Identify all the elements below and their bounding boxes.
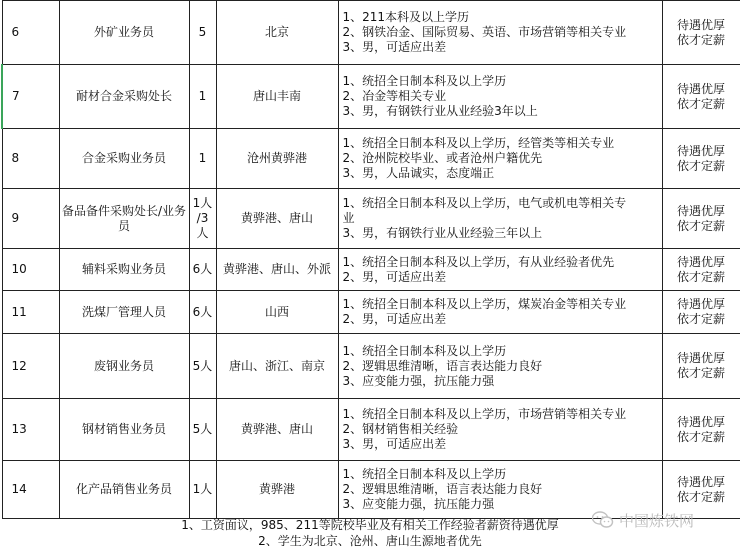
headcount: 6人: [189, 291, 216, 334]
salary: 待遇优厚 依才定薪: [662, 249, 740, 291]
work-location: 唐山丰南: [216, 65, 338, 129]
requirement-line: 3、应变能力强，抗压能力强: [342, 373, 495, 388]
requirement-line: 1、统招全日制本科及以上学历，煤炭冶金等相关专业: [342, 297, 627, 311]
headcount: 5人: [189, 334, 216, 399]
requirements: [338, 249, 662, 291]
jobs-table: [1, 0, 740, 519]
requirements: [338, 129, 662, 189]
work-location: 沧州黄骅港: [216, 129, 338, 189]
salary: 待遇优厚 依才定薪: [662, 291, 740, 334]
work-location: 北京: [216, 1, 338, 65]
headcount: 5: [189, 1, 216, 65]
requirement-line: 2、男，可适应出差: [342, 269, 447, 284]
requirement-line: 1、211本科及以上学历: [342, 10, 470, 24]
position-name: 备品备件采购处长/业务 员: [59, 189, 189, 249]
headcount: 1: [189, 129, 216, 189]
work-location: 黄骅港、唐山、外派: [216, 249, 338, 291]
row-number: 11: [2, 291, 59, 334]
salary: 待遇优厚 依才定薪: [662, 1, 740, 65]
table-row: [2, 129, 740, 189]
salary: 待遇优厚 依才定薪: [662, 461, 740, 519]
row-number: 6: [2, 1, 59, 65]
position-name: 耐材合金采购处长: [59, 65, 189, 129]
requirement-line: 3、男，有钢铁行业从业经验三年以上: [342, 226, 543, 240]
requirement-line: 1、统招全日制本科及以上学历: [342, 74, 507, 88]
table-row: [2, 65, 740, 129]
work-location: 山西: [216, 291, 338, 334]
watermark: [592, 508, 694, 532]
requirement-line: 1、统招全日制本科及以上学历，有从业经验者优先: [342, 254, 615, 269]
requirement-line: 1、统招全日制本科及以上学历，经管类等相关专业: [342, 136, 615, 150]
work-location: 黄骅港: [216, 461, 338, 519]
headcount: 1人 /3 人: [189, 189, 216, 249]
salary: 待遇优厚 依才定薪: [662, 189, 740, 249]
position-name: 外矿业务员: [59, 1, 189, 65]
row-number: 10: [2, 249, 59, 291]
row-number: 9: [2, 189, 59, 249]
requirement-line: 2、逻辑思维清晰，语言表达能力良好: [342, 358, 543, 373]
footer-note: 2、学生为北京、沧州、唐山生源地者优先: [258, 534, 482, 548]
requirements: [338, 65, 662, 129]
salary: 待遇优厚 依才定薪: [662, 65, 740, 129]
work-location: 黄骅港、唐山: [216, 399, 338, 461]
requirement-line: 3、男，人品诚实，态度端正: [342, 166, 495, 180]
work-location: 黄骅港、唐山: [216, 189, 338, 249]
headcount: 5人: [189, 399, 216, 461]
requirement-line: 3、应变能力强，抗压能力强: [342, 497, 495, 511]
table-row: [2, 249, 740, 291]
salary: 待遇优厚 依才定薪: [662, 334, 740, 399]
position-name: 辅料采购业务员: [59, 249, 189, 291]
requirement-line: 2、逻辑思维清晰，语言表达能力良好: [342, 482, 543, 496]
requirements: [338, 291, 662, 334]
table-row: [2, 291, 740, 334]
wechat-icon: [592, 511, 614, 529]
headcount: 6人: [189, 249, 216, 291]
requirement-line: 1、统招全日制本科及以上学历，电气或机电等相关专: [342, 196, 627, 210]
requirement-line: 2、冶金等相关专业: [342, 89, 447, 103]
requirement-line: 2、钢铁冶金、国际贸易、英语、市场营销等相关专业: [342, 25, 627, 39]
headcount: 1人: [189, 461, 216, 519]
salary: 待遇优厚 依才定薪: [662, 399, 740, 461]
salary: 待遇优厚 依才定薪: [662, 129, 740, 189]
requirement-line: 3、男，有钢铁行业从业经验3年以上: [342, 104, 538, 118]
row-number: 13: [2, 399, 59, 461]
headcount: 1: [189, 65, 216, 129]
table-row: [2, 334, 740, 399]
position-name: 钢材销售业务员: [59, 399, 189, 461]
requirements: [338, 334, 662, 399]
row-number: 8: [2, 129, 59, 189]
requirement-line: 3、男，可适应出差: [342, 437, 447, 451]
requirement-line: 3、男，可适应出差: [342, 40, 447, 54]
requirement-line: 2、钢材销售相关经验: [342, 422, 459, 436]
requirements: [338, 399, 662, 461]
table-row: [2, 189, 740, 249]
footer-note: 1、工资面议，985、211等院校毕业及有相关工作经验者薪资待遇优厚: [181, 518, 559, 532]
requirement-line: 2、男，可适应出差: [342, 312, 447, 326]
position-name: 合金采购业务员: [59, 129, 189, 189]
requirement-line: 1、统招全日制本科及以上学历: [342, 343, 507, 358]
requirement-line: 1、统招全日制本科及以上学历，市场营销等相关专业: [342, 407, 627, 421]
position-name: 废钢业务员: [59, 334, 189, 399]
requirement-line: 2、沧州院校毕业、或者沧州户籍优先: [342, 151, 543, 165]
position-name: 化产品销售业务员: [59, 461, 189, 519]
requirement-line: 业: [342, 211, 355, 225]
requirements: [338, 189, 662, 249]
table-row: [2, 399, 740, 461]
position-name: 洗煤厂管理人员: [59, 291, 189, 334]
table-row: [2, 1, 740, 65]
work-location: 唐山、浙江、南京: [216, 334, 338, 399]
watermark-text: 中国炼铁网: [619, 511, 695, 530]
row-number: 7: [2, 65, 59, 129]
row-number: 12: [2, 334, 59, 399]
row-number: 14: [2, 461, 59, 519]
requirements: [338, 1, 662, 65]
requirement-line: 1、统招全日制本科及以上学历: [342, 467, 507, 481]
